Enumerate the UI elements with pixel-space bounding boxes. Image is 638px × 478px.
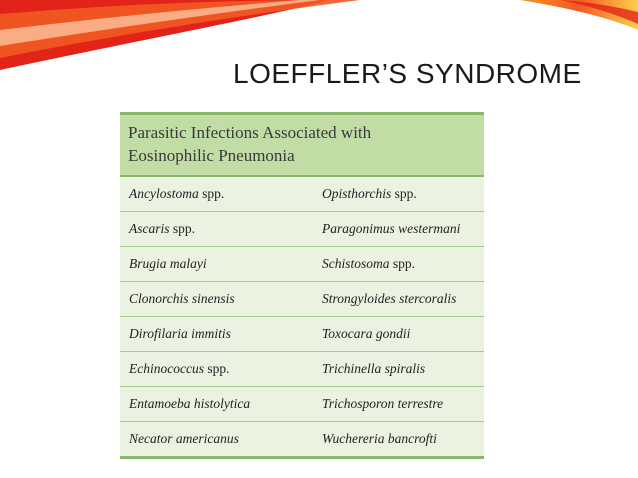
table-cell: Strongyloides stercoralis xyxy=(322,291,457,306)
table-row xyxy=(120,387,484,422)
table-row xyxy=(120,282,484,317)
table-cell: Schistosoma spp. xyxy=(322,256,416,271)
table-cell: Trichosporon terrestre xyxy=(322,396,444,411)
table-row xyxy=(120,352,484,387)
table-row xyxy=(120,317,484,352)
table-row xyxy=(120,212,484,247)
table-cell: Wuchereria bancrofti xyxy=(322,431,437,446)
table-cell: Paragonimus westermani xyxy=(322,221,461,236)
table-cell: Necator americanus xyxy=(129,431,239,446)
table-cell: Echinococcus spp. xyxy=(129,361,230,376)
table-cell: Entamoeba histolytica xyxy=(129,396,251,411)
table-cell: Trichinella spiralis xyxy=(322,361,426,376)
table-cell: Ancylostoma spp. xyxy=(129,186,225,201)
table-heading-line-2: Eosinophilic Pneumonia xyxy=(128,146,295,165)
table-cell: Opisthorchis spp. xyxy=(322,186,417,201)
table-heading xyxy=(120,115,484,175)
table-cell: Toxocara gondii xyxy=(322,326,411,341)
table-row xyxy=(120,422,484,459)
table-cell: Dirofilaria immitis xyxy=(129,326,231,341)
table-cell: Clonorchis sinensis xyxy=(129,291,235,306)
table-row xyxy=(120,177,484,212)
table-heading-line-1: Parasitic Infections Associated with xyxy=(128,123,372,142)
parasitic-infections-table xyxy=(120,112,484,459)
table-cell: Ascaris spp. xyxy=(129,221,196,236)
table-cell: Brugia malayi xyxy=(129,256,207,271)
table-row xyxy=(120,247,484,282)
slide-title: LOEFFLER’S SYNDROME xyxy=(233,58,582,89)
